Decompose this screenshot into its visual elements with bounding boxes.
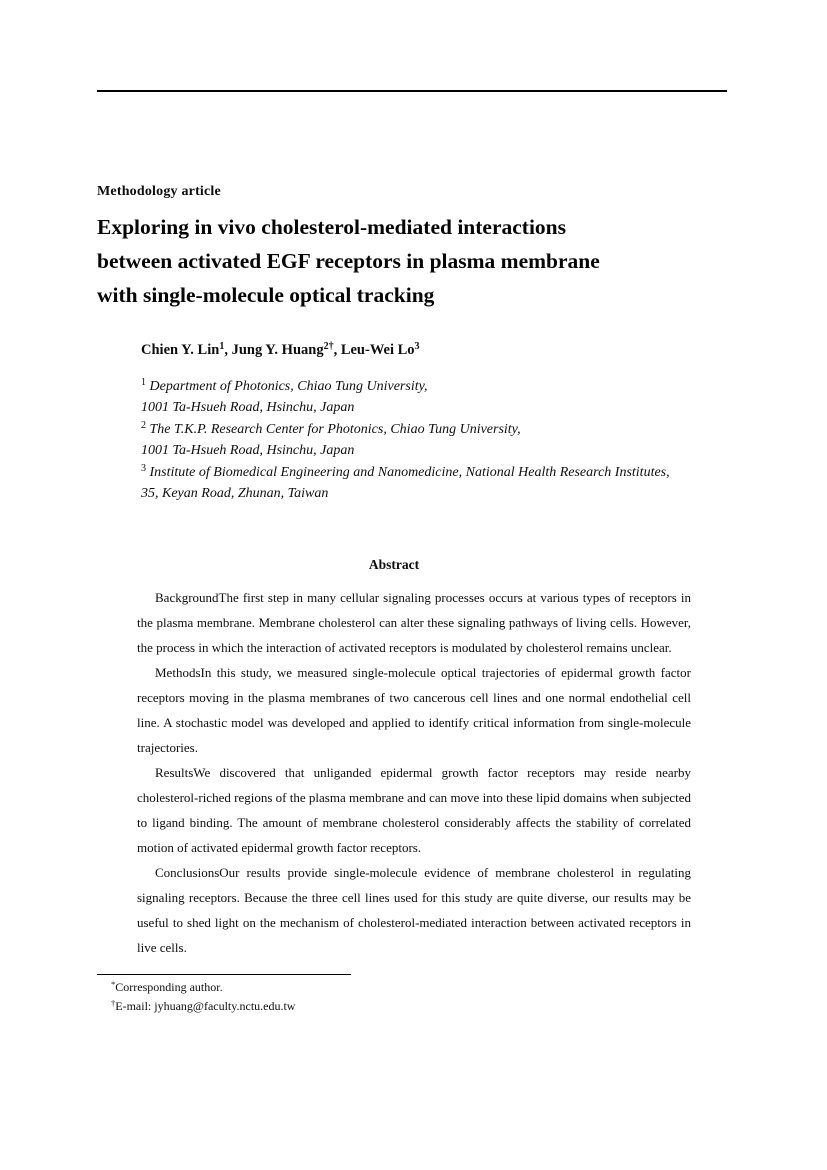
affiliation-address: 1001 Ta-Hsueh Road, Hsinchu, Japan	[141, 400, 355, 415]
affiliation-item	[141, 419, 741, 462]
paper-title	[97, 210, 727, 312]
authors-line	[141, 340, 741, 361]
affiliation-superscript: 1	[141, 376, 146, 388]
footnote-corresponding-author	[97, 978, 727, 997]
author-superscript: 2†	[323, 341, 334, 352]
affiliation-text: Department of Photonics, Chiao Tung University,	[146, 378, 428, 394]
affiliation-superscript: 3	[141, 462, 146, 474]
affiliation-text: The T.K.P. Research Center for Photonics, Chiao Tung University,	[146, 421, 521, 437]
footnotes-block	[97, 974, 727, 1016]
asterisk-footnote-marker: *	[111, 978, 116, 989]
article-type-label: Methodology article	[97, 184, 221, 199]
affiliation-item	[141, 462, 741, 505]
abstract-body	[137, 585, 691, 960]
affiliation-superscript: 2	[141, 419, 146, 431]
footnote-email	[97, 997, 727, 1016]
title-line-2: between activated EGF receptors in plasma membrane	[97, 249, 600, 273]
footnote-text: E-mail: jyhuang@faculty.nctu.edu.tw	[115, 998, 296, 1013]
footnote-rule	[97, 974, 351, 975]
author-separator: ,	[333, 342, 341, 358]
dagger-footnote-marker: †	[111, 997, 116, 1008]
abstract-paragraph-background: BackgroundThe first step in many cellular signaling processes occurs at various types of receptors in the plasma membrane. Membrane cholesterol can alter these signaling pathways of living cells. However, the process in which the interaction of activated receptors is modulated by cholesterol remains unclear.	[137, 589, 691, 655]
byline-block	[141, 340, 741, 505]
author-name: Leu-Wei Lo	[340, 342, 415, 358]
abstract-paragraph-conclusions: ConclusionsOur results provide single-molecule evidence of membrane cholesterol in regulating signaling receptors. Because the three cell lines used for this study are quite diverse, our results may be useful to shed light on the mechanism of cholesterol-mediated interaction between activated receptors in live cells.	[137, 864, 691, 955]
affiliation-address: 1001 Ta-Hsueh Road, Hsinchu, Japan	[141, 443, 355, 458]
author-superscript: 3	[414, 341, 420, 352]
abstract-paragraph-methods: MethodsIn this study, we measured single-molecule optical trajectories of epidermal growth factor receptors moving in the plasma membranes of two cancerous cell lines and one normal endothelial cell line. A stochastic model was developed and applied to identify critical information from single-molecule trajectories.	[137, 664, 691, 755]
author-name: Chien Y. Lin	[141, 342, 220, 358]
abstract-heading: Abstract	[368, 556, 420, 572]
author-name: Jung Y. Huang	[231, 342, 324, 358]
affiliation-text: Institute of Biomedical Engineering and Nanomedicine, National Health Research Institutes,	[146, 464, 670, 480]
affiliation-item	[141, 376, 741, 419]
author-superscript: 1	[219, 341, 225, 352]
title-line-3: with single-molecule optical tracking	[97, 283, 435, 307]
affiliation-address: 35, Keyan Road, Zhunan, Taiwan	[141, 486, 329, 501]
abstract-paragraph-results: ResultsWe discovered that unliganded epidermal growth factor receptors may reside nearby cholesterol-riched regions of the plasma membrane and can move into these lipid domains when subjected to ligand binding. The amount of membrane cholesterol considerably affects the stability of correlated motion of activated epidermal growth factor receptors.	[137, 764, 691, 855]
footnote-text: Corresponding author.	[115, 979, 223, 994]
author-separator: ,	[224, 342, 232, 358]
header-rule	[97, 90, 727, 92]
title-line-1: Exploring in vivo cholesterol-mediated interactions	[97, 215, 566, 239]
affiliations-block	[141, 376, 741, 505]
